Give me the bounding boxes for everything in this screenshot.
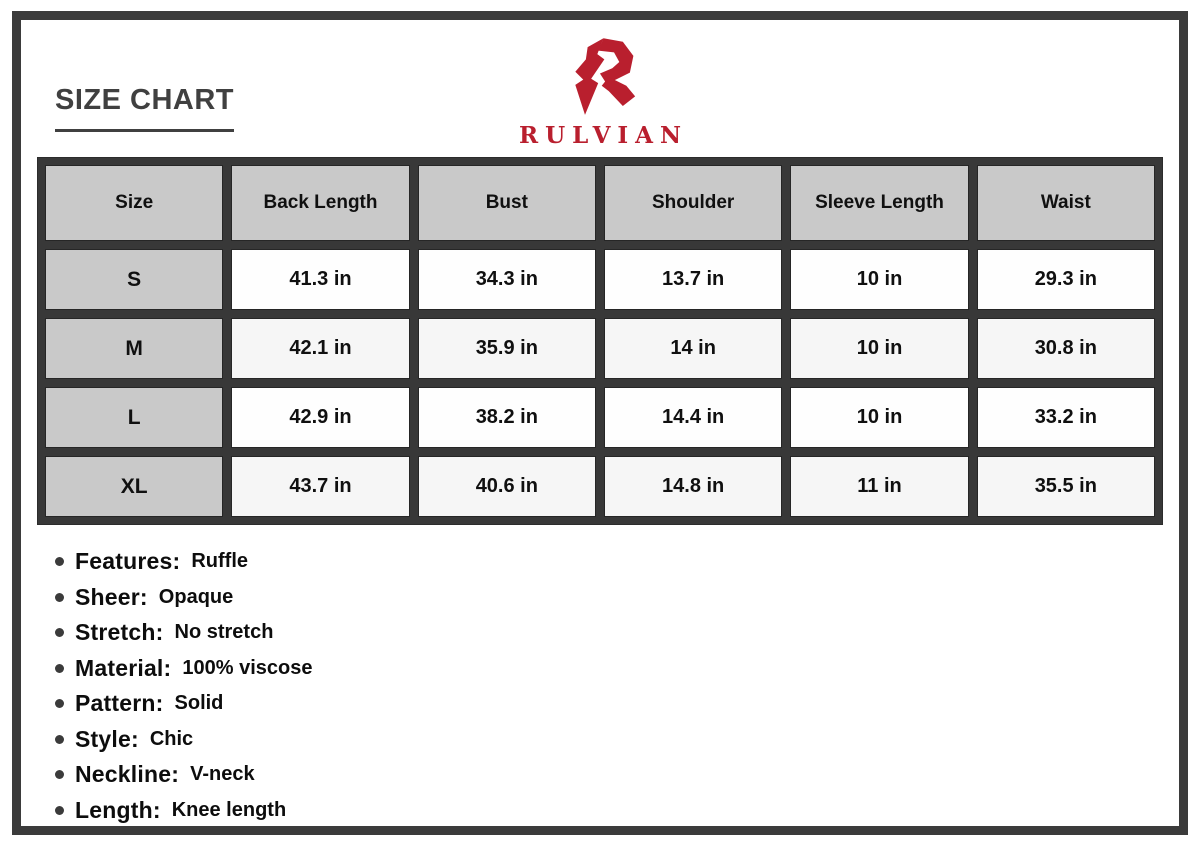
bullet-icon	[55, 593, 64, 602]
detail-label: Length:	[75, 796, 161, 823]
title-block	[55, 84, 234, 132]
table-cell: 42.1 in	[231, 318, 409, 379]
detail-label: Style:	[75, 725, 139, 752]
table-cell: 35.5 in	[977, 456, 1155, 517]
size-label: S	[45, 249, 223, 310]
page-title: SIZE CHART	[55, 84, 234, 132]
column-header-shoulder: Shoulder	[604, 165, 782, 241]
size-label: XL	[45, 456, 223, 517]
rulvian-r-monogram-icon	[554, 33, 646, 121]
table-cell: 14.8 in	[604, 456, 782, 517]
detail-label: Features:	[75, 548, 181, 574]
table-cell: 14 in	[604, 318, 782, 379]
detail-item-neckline	[55, 762, 313, 787]
table-cell: 41.3 in	[231, 249, 409, 310]
table-cell: 35.9 in	[418, 318, 596, 379]
table-cell: 14.4 in	[604, 387, 782, 448]
brand-logo	[518, 33, 689, 149]
table-cell: 10 in	[790, 318, 968, 379]
column-header-sleeve-length: Sleeve Length	[790, 165, 968, 241]
table-cell: 40.6 in	[418, 456, 596, 517]
size-label: L	[45, 387, 223, 448]
detail-label: Sheer:	[75, 583, 148, 610]
bullet-icon	[55, 770, 64, 779]
detail-value: Ruffle	[191, 550, 249, 572]
column-header-bust: Bust	[418, 165, 596, 241]
bullet-icon	[55, 735, 64, 744]
detail-item-sheer	[55, 585, 313, 610]
table-cell: 38.2 in	[418, 387, 596, 448]
detail-item-stretch	[55, 620, 313, 645]
detail-label: Neckline:	[75, 761, 180, 787]
detail-item-style	[55, 727, 313, 752]
bullet-icon	[55, 806, 64, 815]
detail-label: Material:	[75, 654, 172, 681]
detail-value: Solid	[174, 692, 224, 714]
table-cell: 10 in	[790, 387, 968, 448]
detail-value: Chic	[149, 727, 194, 750]
brand-wordmark: RULVIAN	[518, 122, 689, 149]
detail-item-material	[55, 656, 313, 681]
bullet-icon	[55, 628, 64, 637]
table-cell: 43.7 in	[231, 456, 409, 517]
detail-value: No stretch	[174, 621, 274, 643]
detail-value: Knee length	[171, 798, 287, 821]
column-header-back-length: Back Length	[231, 165, 409, 241]
detail-value: Opaque	[158, 585, 234, 608]
detail-item-length	[55, 798, 313, 823]
table-cell: 42.9 in	[231, 387, 409, 448]
bullet-icon	[55, 664, 64, 673]
product-details-list	[55, 549, 313, 833]
bullet-icon	[55, 557, 64, 566]
column-header-size: Size	[45, 165, 223, 241]
column-header-waist: Waist	[977, 165, 1155, 241]
detail-label: Stretch:	[75, 619, 164, 645]
detail-value: 100% viscose	[182, 656, 313, 679]
table-cell: 13.7 in	[604, 249, 782, 310]
table-cell: 11 in	[790, 456, 968, 517]
table-cell: 29.3 in	[977, 249, 1155, 310]
size-table	[37, 157, 1163, 525]
size-label: M	[45, 318, 223, 379]
table-cell: 10 in	[790, 249, 968, 310]
bullet-icon	[55, 699, 64, 708]
detail-item-pattern	[55, 691, 313, 716]
table-cell: 30.8 in	[977, 318, 1155, 379]
detail-item-features	[55, 549, 313, 574]
table-cell: 34.3 in	[418, 249, 596, 310]
table-cell: 33.2 in	[977, 387, 1155, 448]
detail-value: V-neck	[190, 763, 255, 785]
detail-label: Pattern:	[75, 690, 164, 716]
